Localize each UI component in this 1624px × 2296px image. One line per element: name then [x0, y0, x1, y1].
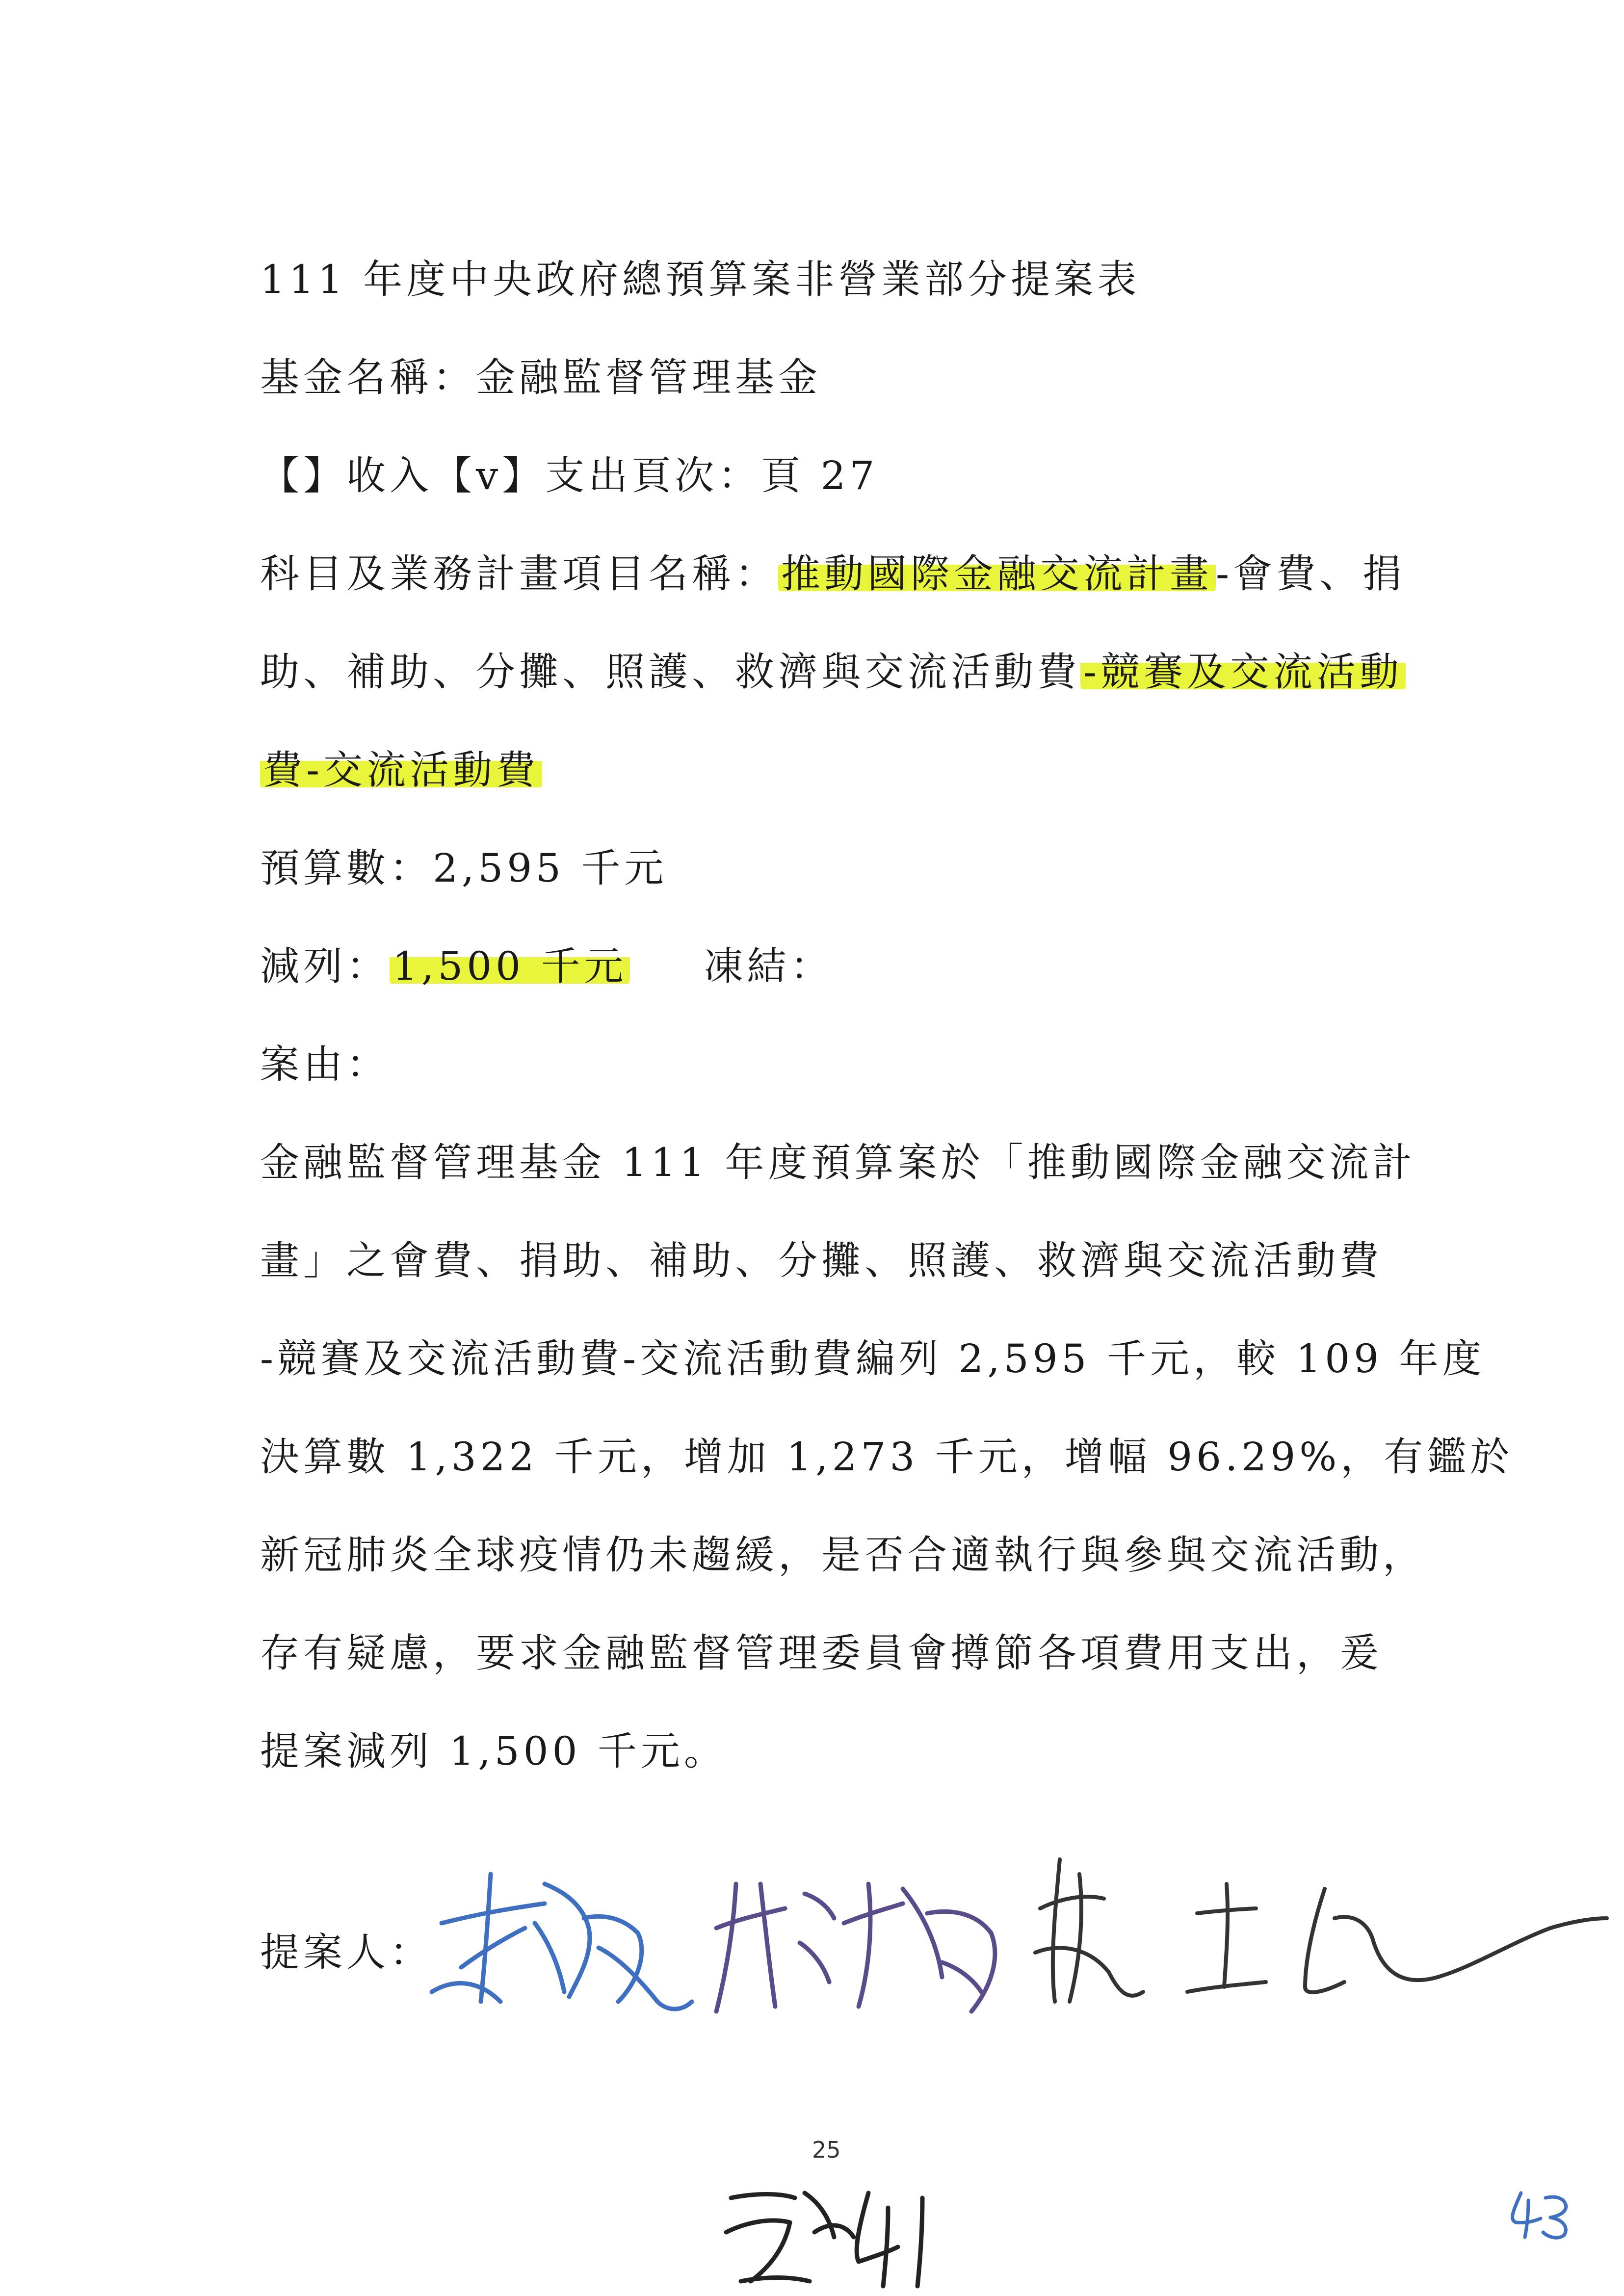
handwritten-mark-bottom: [711, 2164, 937, 2291]
budget-row: [260, 844, 667, 893]
cut-row: [260, 942, 833, 991]
reason-line-1: 金融監督管理基金 111 年度預算案於「推動國際金融交流計: [260, 1140, 1416, 1185]
item-row-2: [260, 648, 1406, 697]
type-page-row: 【】收入【v】支出頁次：頁 27: [260, 453, 879, 498]
signature-1: [422, 1854, 697, 2021]
freeze-label: 凍結：: [704, 943, 834, 989]
item-highlight-2: -競賽及交流活動: [1080, 649, 1406, 695]
item-text-1: -會費、捐: [1216, 551, 1406, 597]
page-number: 25: [812, 2137, 841, 2163]
reason-line-6: 存有疑慮，要求金融監督管理委員會撙節各項費用支出，爰: [260, 1630, 1383, 1676]
budget-label: 預算數：: [260, 845, 433, 891]
signature-2: [707, 1854, 1011, 2021]
budget-value: 2,595 千元: [433, 845, 668, 891]
reason-line-5: 新冠肺炎全球疫情仍未趨緩，是否合適執行與參與交流活動，: [260, 1532, 1426, 1578]
proposer-label: 提案人：: [260, 1930, 433, 1975]
cut-label: 減列：: [260, 943, 390, 989]
item-highlight-3: 費-交流活動費: [260, 747, 542, 793]
reason-line-3: -競賽及交流活動費-交流活動費編列 2,595 千元，較 109 年度: [260, 1336, 1486, 1382]
fund-label: 基金名稱：: [260, 355, 476, 400]
signature-3: [1030, 1845, 1609, 2021]
item-label: 科目及業務計畫項目名稱：: [260, 551, 778, 597]
cut-value: 1,500 千元: [390, 943, 630, 989]
item-text-2: 助、補助、分攤、照護、救濟與交流活動費: [260, 649, 1080, 695]
handwritten-mark-corner: [1501, 2183, 1575, 2242]
fund-name-row: [260, 353, 821, 402]
item-row-3: [260, 746, 542, 795]
reason-line-7: 提案減列 1,500 千元。: [260, 1728, 727, 1774]
reason-line-2: 畫」之會費、捐助、補助、分攤、照護、救濟與交流活動費: [260, 1238, 1383, 1283]
item-highlight-1: 推動國際金融交流計畫: [778, 551, 1216, 597]
item-row-1: [260, 549, 1406, 599]
reason-label: 案由：: [260, 1042, 390, 1087]
fund-value: 金融監督管理基金: [476, 355, 821, 400]
form-title: 111 年度中央政府總預算案非營業部分提案表: [260, 257, 1141, 302]
reason-line-4: 決算數 1,322 千元，增加 1,273 千元，增幅 96.29%，有鑑於: [260, 1434, 1514, 1480]
